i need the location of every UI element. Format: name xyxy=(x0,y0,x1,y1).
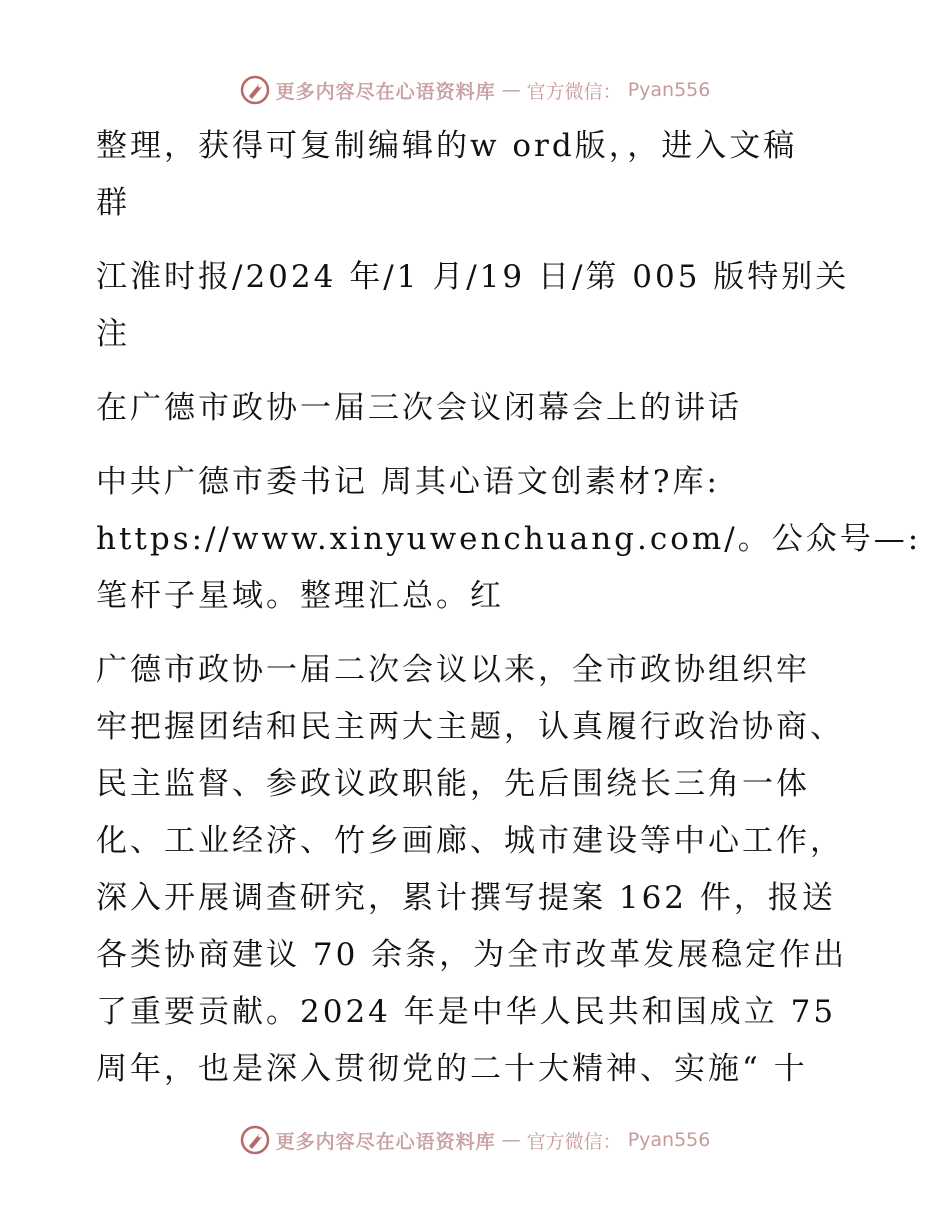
pen-nib-logo-icon xyxy=(240,75,270,105)
watermark-brand-text: 更多内容尽在心语资料库 xyxy=(275,1130,496,1153)
text-line: 牢把握团结和民主两大主题，认真履行政治协商、 xyxy=(96,709,844,745)
text-line: 江淮时报/2024 年/1 月/19 日/第 005 版特别关 xyxy=(96,259,850,295)
text-line: 中共广德市委书记 周其心语文创素材?库: xyxy=(96,464,720,500)
header-watermark-banner xyxy=(0,70,950,110)
paragraph-author xyxy=(96,454,922,625)
text-line: 各类协商建议 70 余条，为全市改革发展稳定作出 xyxy=(96,937,848,973)
text-line: 在广德市政协一届三次会议闭幕会上的讲话 xyxy=(96,390,742,426)
watermark-contact-label: 官方微信： xyxy=(526,80,622,103)
paragraph-title xyxy=(96,380,856,437)
text-line: 化、工业经济、竹乡画廊、城市建设等中心工作， xyxy=(96,823,844,859)
paragraph-source xyxy=(96,249,856,363)
pen-nib-logo-icon xyxy=(240,1125,270,1155)
text-line: 注 xyxy=(96,316,130,352)
watermark-dash: — xyxy=(501,1129,521,1151)
text-line: https://www.xinyuwenchuang.com/。公众号—: xyxy=(96,521,922,557)
text-line: 笔杆子星域。整理汇总。红 xyxy=(96,578,504,614)
paragraph-body xyxy=(96,642,856,1098)
paragraph-intro-note xyxy=(96,118,856,232)
watermark-brand-text: 更多内容尽在心语资料库 xyxy=(275,80,496,103)
text-line: 群 xyxy=(96,185,130,221)
document-body xyxy=(96,118,922,1115)
text-line: 广德市政协一届二次会议以来，全市政协组织牢 xyxy=(96,652,810,688)
text-line: 了重要贡献。2024 年是中华人民共和国成立 75 xyxy=(96,994,837,1030)
text-line: 整理，获得可复制编辑的w ord版，，进入文稿 xyxy=(96,128,798,164)
watermark-contact-value: Pyan556 xyxy=(627,79,711,101)
watermark-contact-label: 官方微信： xyxy=(526,1130,622,1153)
text-line: 周年，也是深入贯彻党的二十大精神、实施“ 十 xyxy=(96,1051,808,1087)
text-line: 民主监督、参政议政职能，先后围绕长三角一体 xyxy=(96,766,810,802)
watermark-dash: — xyxy=(501,79,521,101)
text-line: 深入开展调查研究，累计撰写提案 162 件，报送 xyxy=(96,880,836,916)
footer-watermark-banner xyxy=(0,1120,950,1160)
watermark-contact-value: Pyan556 xyxy=(627,1129,711,1151)
